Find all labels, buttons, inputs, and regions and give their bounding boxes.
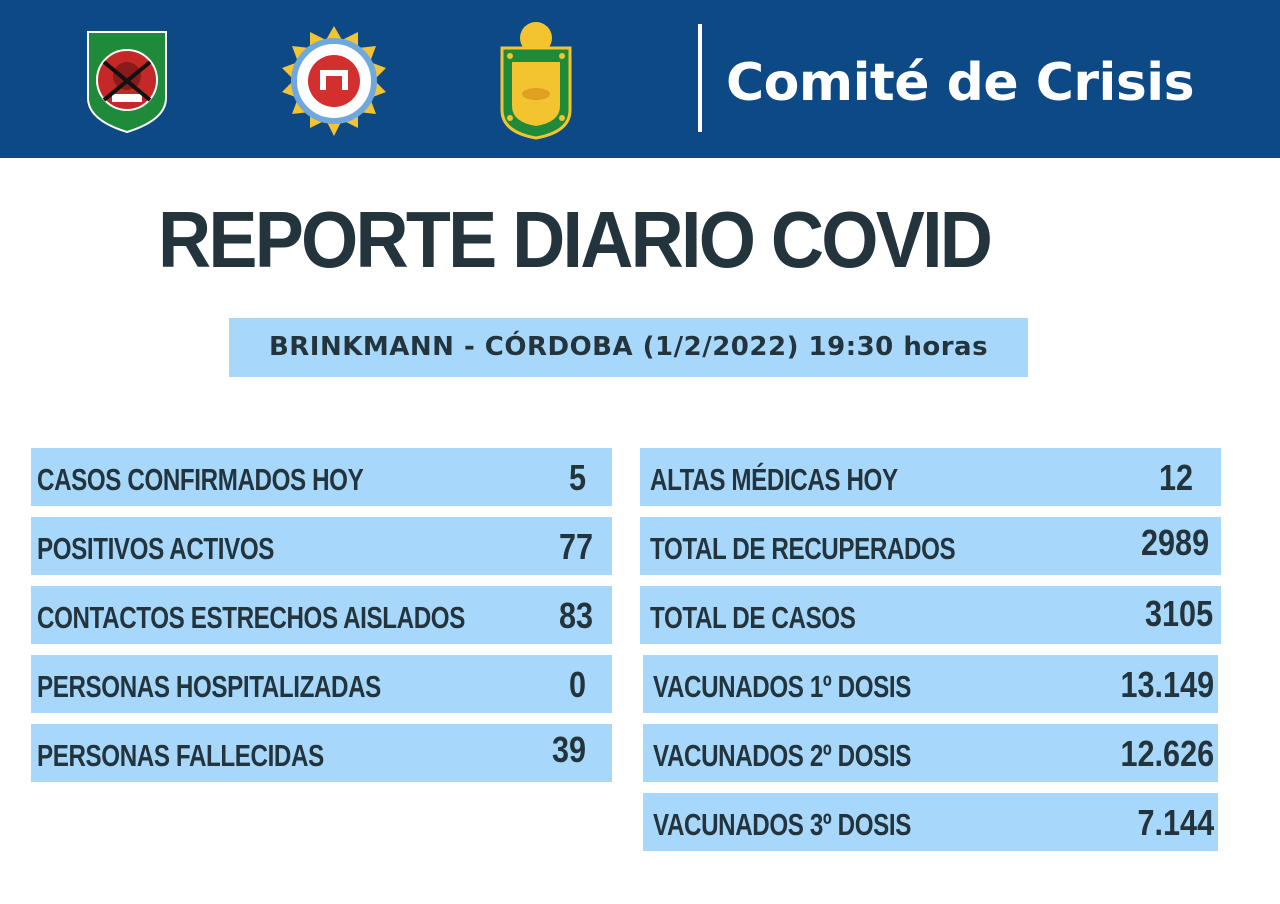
stat-label: VACUNADOS 1º DOSIS (653, 669, 911, 704)
stat-value: 2989 (1140, 522, 1209, 563)
header-bar (0, 0, 1280, 158)
stat-label: POSITIVOS ACTIVOS (37, 531, 275, 566)
report-title: REPORTE DIARIO COVID (158, 195, 991, 284)
bomberos-logo (82, 28, 172, 134)
stat-row (31, 655, 612, 713)
stat-label: ALTAS MÉDICAS HOY (650, 462, 898, 497)
stat-row (31, 724, 612, 782)
stat-label: PERSONAS HOSPITALIZADAS (37, 669, 381, 704)
stat-value: 12.626 (1120, 733, 1214, 774)
stat-row (31, 448, 612, 506)
header-title: Comité de Crisis (726, 53, 1195, 113)
stat-label: CONTACTOS ESTRECHOS AISLADOS (37, 600, 465, 635)
stat-row (31, 586, 612, 644)
stat-label: TOTAL DE CASOS (650, 600, 856, 635)
stat-value: 83 (558, 595, 593, 636)
stat-row (640, 448, 1221, 506)
stat-label: TOTAL DE RECUPERADOS (650, 531, 956, 566)
stat-row (640, 517, 1221, 575)
municipal-crest-logo (494, 18, 578, 140)
stat-value: 39 (551, 729, 586, 770)
stat-value: 5 (568, 457, 586, 498)
stat-value: 7.144 (1137, 802, 1214, 843)
stat-row (643, 793, 1218, 851)
stat-row (640, 586, 1221, 644)
stat-row (643, 724, 1218, 782)
stat-label: CASOS CONFIRMADOS HOY (37, 462, 364, 497)
header-divider (698, 24, 702, 132)
stat-label: PERSONAS FALLECIDAS (37, 738, 324, 773)
stat-value: 77 (558, 526, 593, 567)
stat-value: 13.149 (1120, 664, 1214, 705)
stat-value: 0 (568, 664, 586, 705)
stat-label: VACUNADOS 2º DOSIS (653, 738, 911, 773)
location-date-band: BRINKMANN - CÓRDOBA (1/2/2022) 19:30 horas (229, 318, 1028, 377)
stat-row (643, 655, 1218, 713)
stat-row (31, 517, 612, 575)
stat-label: VACUNADOS 3º DOSIS (653, 807, 911, 842)
stat-value: 12 (1158, 457, 1193, 498)
policia-logo (278, 24, 390, 138)
stat-value: 3105 (1144, 593, 1213, 634)
